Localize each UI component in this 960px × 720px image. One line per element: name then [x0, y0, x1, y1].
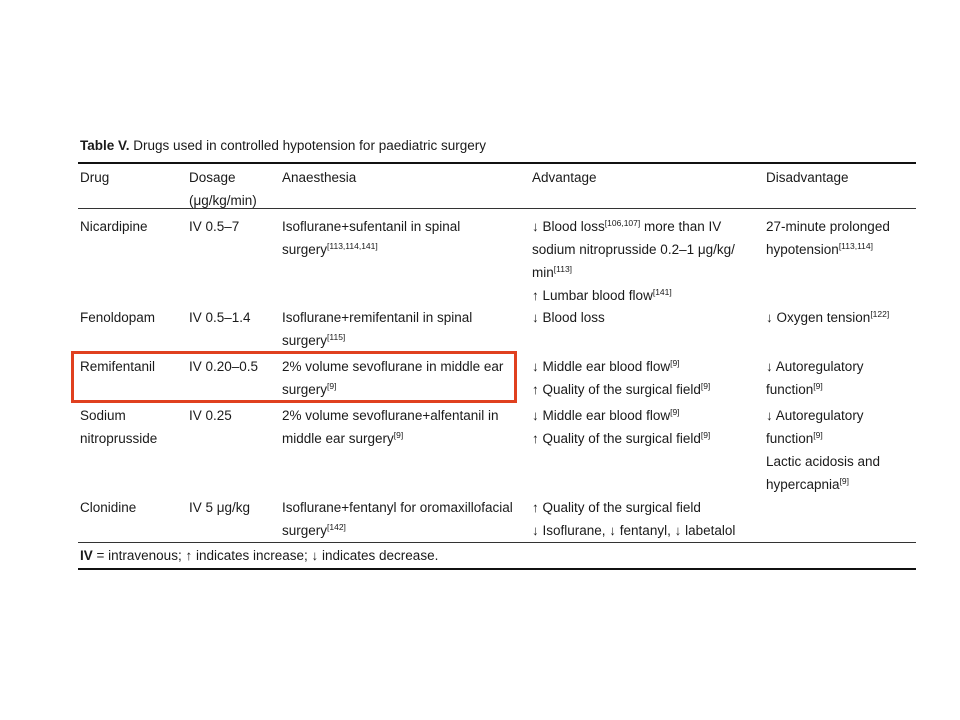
caption-label: Table V. [80, 138, 130, 153]
cell-disadvantage: ↓ Autoregulatory function[9] Lactic acidosis and hypercapnia[9] [766, 408, 881, 492]
cell-advantage: ↓ Blood loss[106,107] more than IV sodium nitroprusside 0.2–1 μg/kg/ min[113] ↑ Lumbar blood flow[141] [532, 218, 735, 303]
header-dosage: Dosage (μg/kg/min) [189, 170, 257, 208]
cell-anaesthesia: Isoflurane+remifentanil in spinal surgery[115] [282, 310, 473, 348]
cell-dosage: IV 0.20–0.5 [189, 359, 259, 374]
table-caption [80, 138, 486, 153]
cell-disadvantage: 27-minute prolonged hypotension[113,114] [766, 219, 890, 257]
cell-anaesthesia: 2% volume sevoflurane+alfentanil in middle ear surgery[9] [282, 408, 499, 446]
cell-dosage: IV 5 μg/kg [189, 500, 251, 515]
cell-dosage: IV 0.25 [189, 408, 232, 423]
table-footnote [80, 544, 438, 567]
cell-dosage: IV 0.5–1.4 [189, 310, 251, 325]
cell-advantage: ↓ Blood loss [532, 310, 605, 325]
cell-advantage: ↓ Middle ear blood flow[9] ↑ Quality of the surgical field[9] [532, 407, 711, 446]
cell-disadvantage: ↓ Autoregulatory function[9] [766, 359, 864, 397]
cell-drug: Fenoldopam [80, 310, 156, 325]
header-anaesthesia: Anaesthesia [282, 170, 357, 185]
caption-text: Drugs used in controlled hypotension for paediatric surgery [133, 138, 486, 153]
footnote-bold: IV [80, 548, 93, 563]
top-rule [78, 162, 916, 164]
cell-advantage: ↓ Middle ear blood flow[9] ↑ Quality of the surgical field[9] [532, 358, 711, 397]
cell-dosage: IV 0.5–7 [189, 219, 240, 234]
highlight-box [71, 351, 517, 403]
cell-disadvantage: ↓ Oxygen tension[122] [766, 309, 890, 325]
bottom-rule [78, 568, 916, 570]
header-advantage: Advantage [532, 170, 597, 185]
cell-anaesthesia: Isoflurane+sufentanil in spinal surgery[113,114,141] [282, 219, 461, 257]
footnote-text: = intravenous; ↑ indicates increase; ↓ indicates decrease. [92, 548, 439, 563]
header-disadvantage: Disadvantage [766, 170, 849, 185]
header-drug: Drug [80, 170, 110, 185]
cell-anaesthesia: Isoflurane+fentanyl for oromaxillofacial surgery[142] [282, 500, 513, 538]
cell-drug: Clonidine [80, 500, 137, 515]
header-rule [78, 208, 916, 209]
cell-drug: Sodium nitroprusside [80, 408, 158, 446]
cell-advantage: ↑ Quality of the surgical field ↓ Isoflurane, ↓ fentanyl, ↓ labetalol [532, 500, 736, 538]
cell-drug: Nicardipine [80, 219, 148, 234]
footnote-rule [78, 542, 916, 543]
cell-drug: Remifentanil [80, 359, 156, 374]
cell-anaesthesia: 2% volume sevoflurane in middle ear surgery[9] [282, 359, 504, 397]
